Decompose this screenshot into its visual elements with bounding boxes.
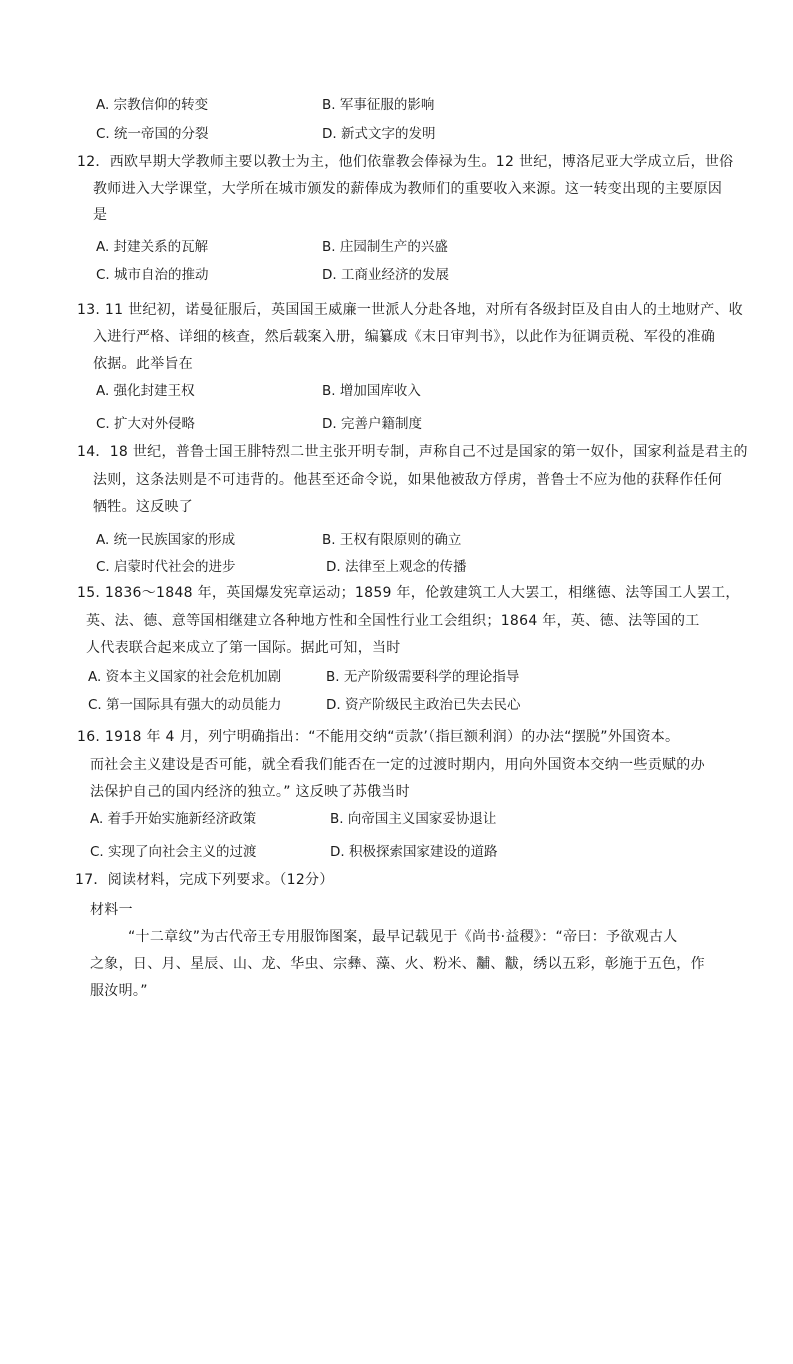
q17-heading: 17．阅读材料，完成下列要求。（12分） xyxy=(75,872,334,888)
q17-material-line-3: 服汝明。” xyxy=(90,983,148,999)
q14-option-c: C. 启蒙时代社会的进步 xyxy=(96,559,236,575)
q11-option-c: C. 统一帝国的分裂 xyxy=(96,126,209,142)
q13-stem-line-1: 13. 11 世纪初，诺曼征服后，英国国王威廉一世派人分赴各地，对所有各级封臣及自由人的土地财产、收 xyxy=(77,302,743,318)
q13-stem-line-2: 入进行严格、详细的核查，然后载案入册，编纂成《末日审判书》，以此作为征调贡税、军役的准确 xyxy=(93,329,716,345)
q17-material-line-2: 之象，日、月、星辰、山、龙、华虫、宗彝、藻、火、粉米、黼、黻，绣以五彩，彰施于五色，作 xyxy=(90,956,705,972)
q13-option-a: A. 强化封建王权 xyxy=(96,383,195,399)
q16-option-d: D. 积极探索国家建设的道路 xyxy=(330,844,498,860)
q17-material-title: 材料一 xyxy=(90,902,133,918)
q12-option-d: D. 工商业经济的发展 xyxy=(322,267,449,283)
q16-stem-line-1: 16. 1918 年 4 月，列宁明确指出：“不能用交纳“贡款’（指巨额利润）的办法“摆脱”外国资本。 xyxy=(77,729,680,745)
q11-option-d: D. 新式文字的发明 xyxy=(322,126,436,142)
q16-option-b: B. 向帝国主义国家妥协退让 xyxy=(330,811,497,827)
q13-option-b: B. 增加国库收入 xyxy=(322,383,421,399)
q12-option-b: B. 庄园制生产的兴盛 xyxy=(322,239,448,255)
q14-option-a: A. 统一民族国家的形成 xyxy=(96,532,236,548)
q14-option-b: B. 王权有限原则的确立 xyxy=(322,532,462,548)
q15-option-b: B. 无产阶级需要科学的理论指导 xyxy=(326,669,520,685)
q16-stem-line-2: 而社会主义建设是否可能，就全看我们能否在一定的过渡时期内，用向外国资本交纳一些贡赋的办 xyxy=(90,757,705,773)
q16-option-a: A. 着手开始实施新经济政策 xyxy=(90,811,257,827)
q14-option-d: D. 法律至上观念的传播 xyxy=(326,559,467,575)
q14-stem-line-1: 14．18 世纪，普鲁士国王腓特烈二世主张开明专制，声称自己不过是国家的第一奴仆，国家利益是君主的 xyxy=(77,444,748,460)
q13-option-d: D. 完善户籍制度 xyxy=(322,416,422,432)
q13-option-c: C. 扩大对外侵略 xyxy=(96,416,196,432)
q14-stem-line-2: 法则，这条法则是不可违背的。他甚至还命令说，如果他被敌方俘虏，普鲁士不应为他的获释作任何 xyxy=(93,472,723,488)
q12-stem-line-3: 是 xyxy=(93,207,108,223)
q12-stem-line-2: 教师进入大学课堂，大学所在城市颁发的薪俸成为教师们的重要收入来源。这一转变出现的主要原因 xyxy=(93,181,723,197)
q11-option-b: B. 军事征服的影响 xyxy=(322,97,435,113)
q12-option-a: A. 封建关系的瓦解 xyxy=(96,239,209,255)
q15-stem-line-1: 15. 1836～1848 年，英国爆发宪章运动；1859 年，伦敦建筑工人大罢工，相继德、法等国工人罢工， xyxy=(77,585,740,601)
q15-option-c: C. 第一国际具有强大的动员能力 xyxy=(88,697,282,713)
q14-stem-line-3: 牺牲。这反映了 xyxy=(93,499,194,515)
q11-option-a: A. 宗教信仰的转变 xyxy=(96,97,209,113)
q15-stem-line-2: 英、法、德、意等国相继建立各种地方性和全国性行业工会组织；1864 年，英、德、法等国的工 xyxy=(86,613,700,629)
q16-stem-line-3: 法保护自己的国内经济的独立。” 这反映了苏俄当时 xyxy=(90,784,410,800)
q15-option-a: A. 资本主义国家的社会危机加剧 xyxy=(88,669,282,685)
q15-option-d: D. 资产阶级民主政治已失去民心 xyxy=(326,697,521,713)
q12-stem-line-1: 12．西欧早期大学教师主要以教士为主，他们依靠教会俸禄为生。12 世纪，博洛尼亚大学成立后，世俗 xyxy=(77,154,734,170)
q12-option-c: C. 城市自治的推动 xyxy=(96,267,209,283)
q16-option-c: C. 实现了向社会主义的过渡 xyxy=(90,844,257,860)
q13-stem-line-3: 依据。此举旨在 xyxy=(93,356,194,372)
q15-stem-line-3: 人代表联合起来成立了第一国际。据此可知，当时 xyxy=(86,640,401,656)
q17-material-line-1: “十二章纹”为古代帝王专用服饰图案，最早记载见于《尚书·益稷》：“帝曰：予欲观古人 xyxy=(128,929,678,945)
